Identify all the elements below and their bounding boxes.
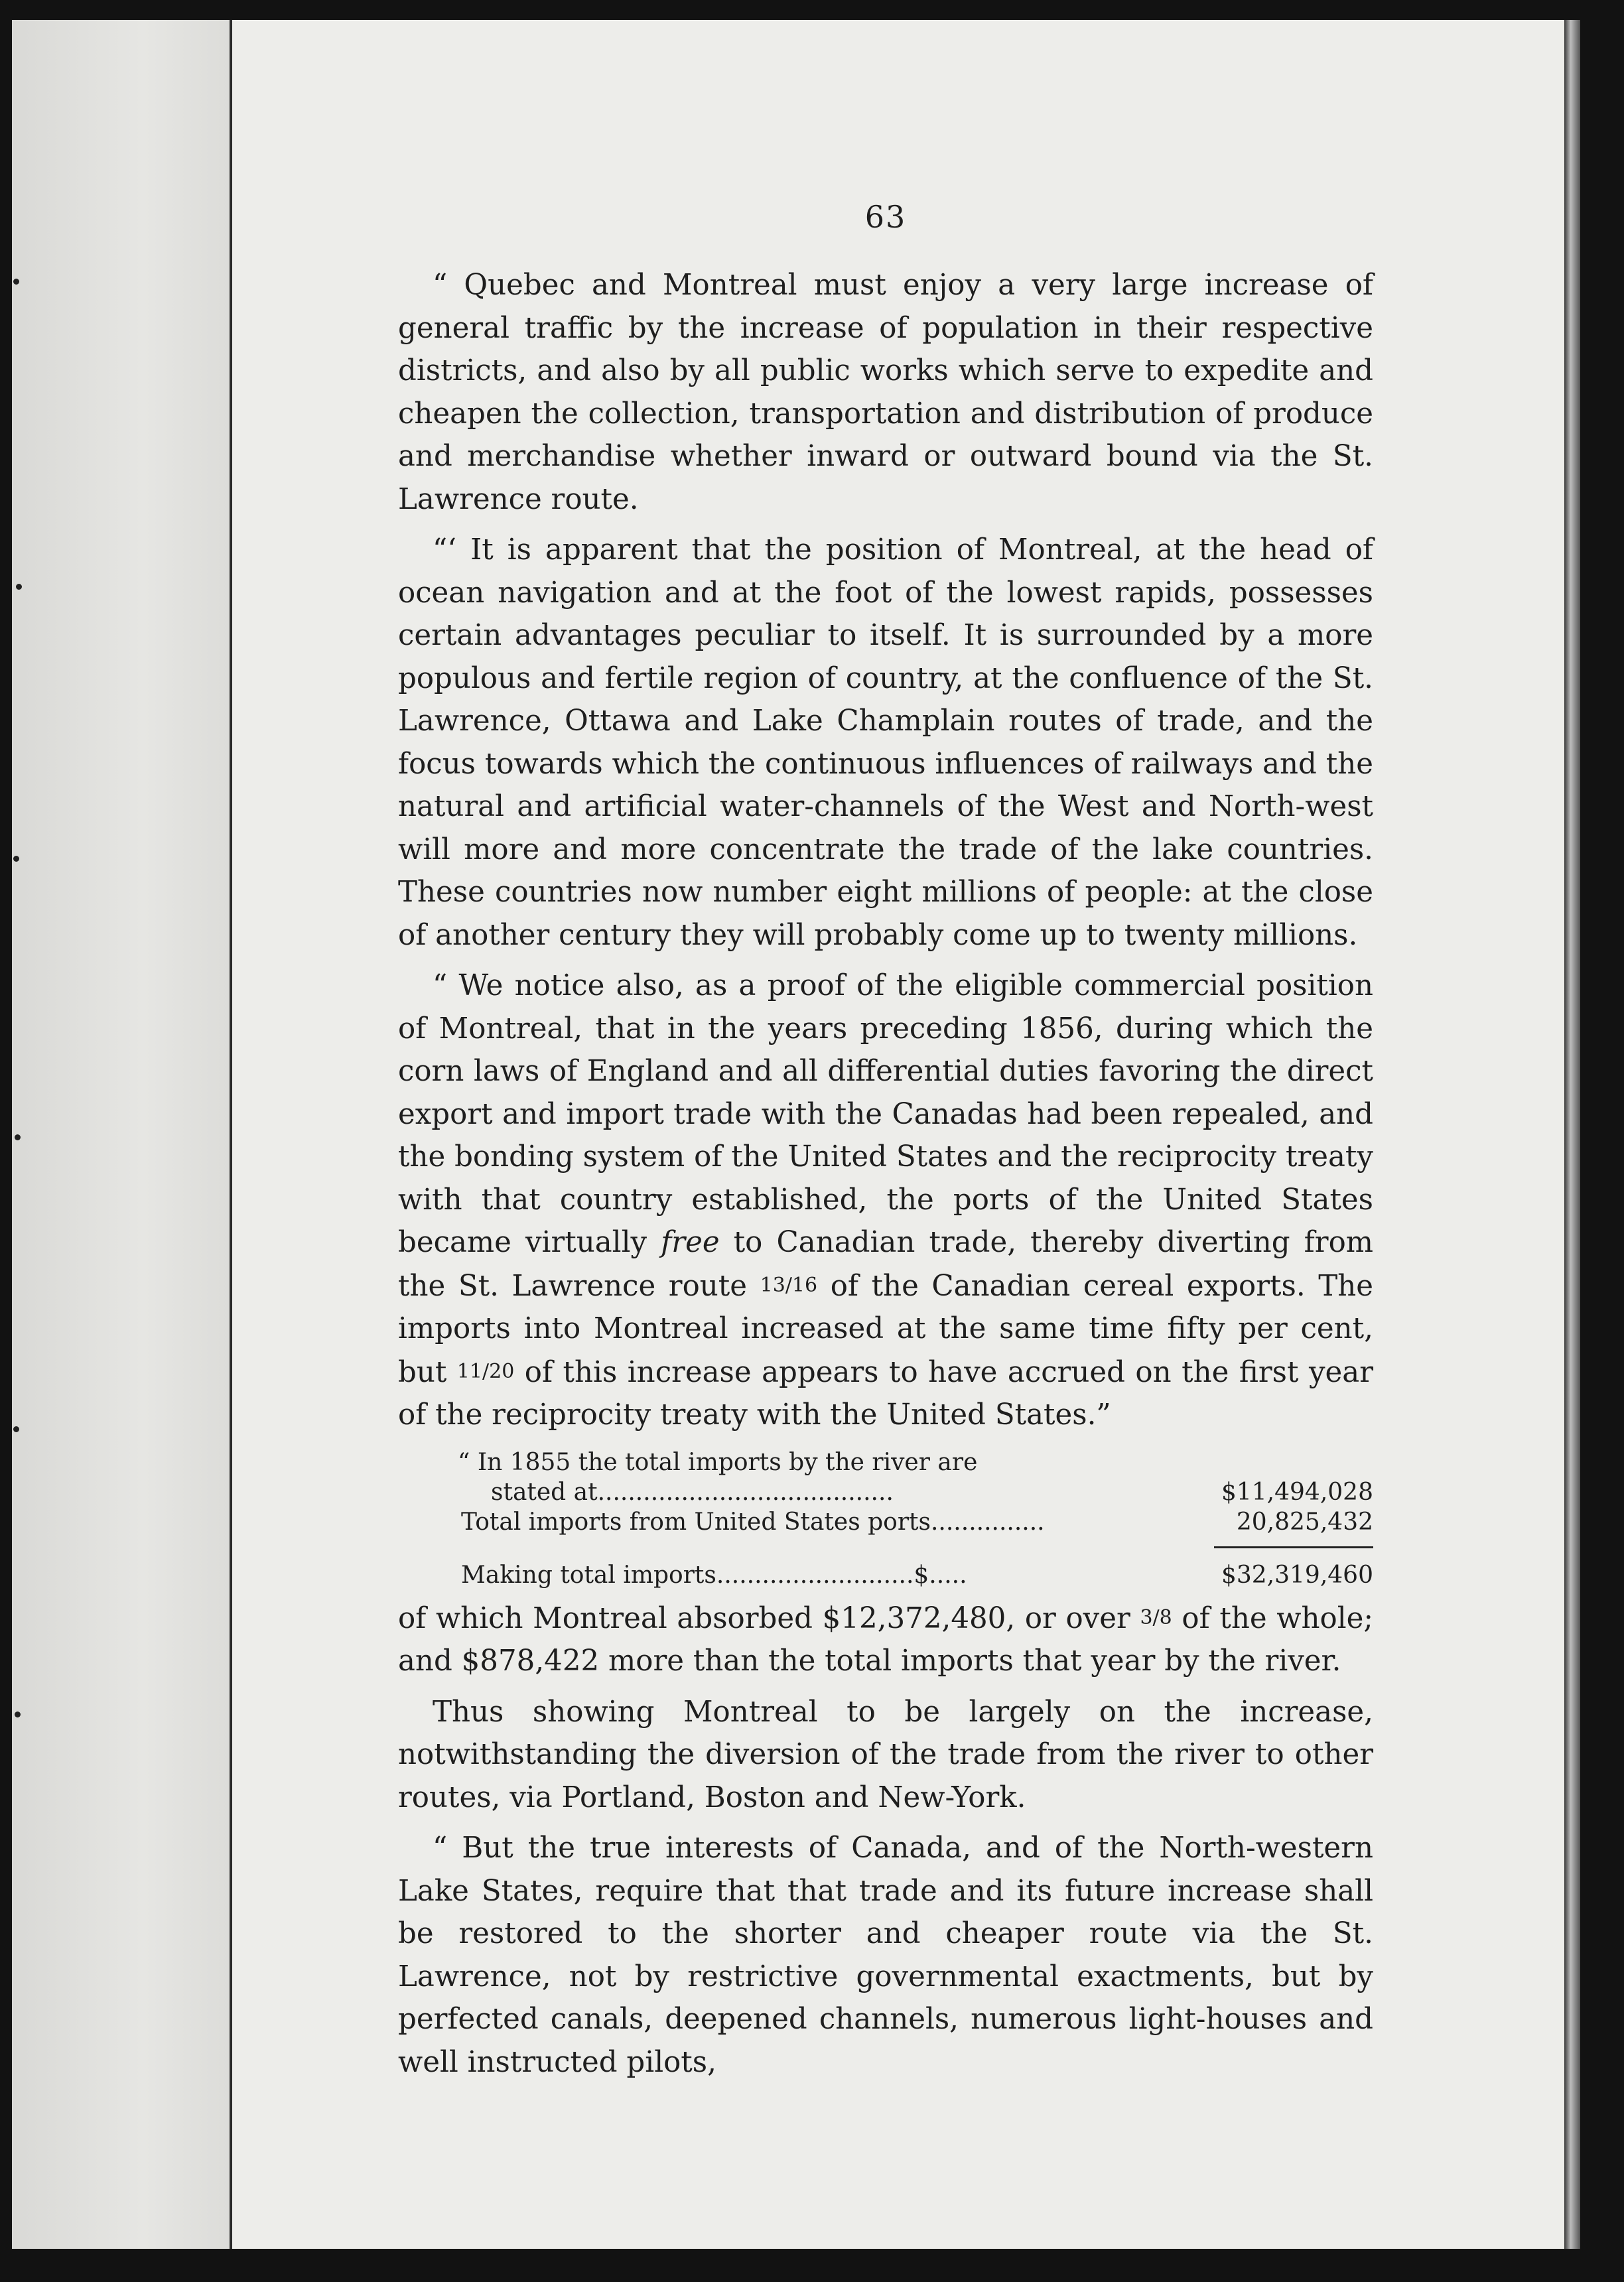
free-emphasis: free [661, 1226, 720, 1259]
paragraph-4-text-b: of the whole; and $878,422 more than the total imports that year by the river. [398, 1601, 1374, 1678]
scan-speck [16, 584, 22, 590]
scan-speck [13, 1426, 19, 1432]
scan-speck [13, 856, 19, 862]
page-edge-right [1564, 20, 1580, 2249]
paragraph-1: “ Quebec and Montreal must enjoy a very large increase of general traffic by the increase of population in their respective districts, and also by all public works which serve to expedite and cheapen the collection, transportation and distribution of produce and merchandise whether inward or outward bound via the St. Lawrence route. [398, 269, 1373, 516]
statement-us-amount: 20,825,432 [1236, 1508, 1373, 1536]
paragraph-3-text-c: of the Canadian cereal exports. The imports into Montreal increased at the same time fifty per cent, but [398, 1269, 1374, 1389]
paragraph-3-text-a: “ We notice also, as a proof of the eligible commercial position of Montreal, that in the years preceding 1856, during which the corn laws of England and all differential duties favoring the direct export and import trade with the Canadas had been repealed, and the bonding system of the United States and the reciprocity treaty with that country established, the ports of the United States became virtually [398, 969, 1373, 1259]
paragraph-3-text-b: to Canadian trade, thereby diverting from the St. Lawrence route [398, 1226, 1374, 1303]
paragraph-3 [398, 965, 1373, 1437]
statement-river-row [398, 1477, 1373, 1507]
statement-total-amount: $32,319,460 [1221, 1561, 1373, 1589]
paragraph-3-text-d: of this increase appears to have accrued on the first year of the reciprocity treaty with the United States.” [398, 1355, 1373, 1432]
scan-speck [13, 279, 19, 285]
statement-total-label: Making total imports..........................$..... [461, 1561, 967, 1589]
statement-river-amount: $11,494,028 [1221, 1478, 1373, 1506]
paragraph-4 [398, 1597, 1373, 1683]
paragraph-6: “ But the true interests of Canada, and of the North-western Lake States, require that that trade and its future increase shall be restored to the shorter and cheaper route via the St. Lawrence, not by restrictive governmental exactments, but by perfected canals, deepened channels, numerous light-houses and well instructed pilots, [398, 1832, 1373, 2079]
paragraph-5: Thus showing Montreal to be largely on the increase, notwithstanding the diversion of the trade from the river to other routes, via Portland, Boston and New-York. [398, 1695, 1373, 1814]
page-number: 63 [864, 199, 907, 235]
binding-gutter [230, 20, 232, 2249]
fraction-eleven-twentieths: 11/20 [456, 1359, 515, 1383]
fraction-thirteen-sixteenths: 13/16 [760, 1273, 818, 1297]
fraction-three-eighths: 3/8 [1140, 1605, 1172, 1629]
facing-page-edge [12, 20, 231, 2249]
scan-speck [15, 1712, 21, 1717]
sum-rule [1214, 1546, 1373, 1548]
book-page [398, 199, 1373, 2092]
imports-statement [398, 1447, 1373, 1590]
statement-total-row [398, 1560, 1373, 1590]
statement-heading: “ In 1855 the total imports by the river are [458, 1448, 978, 1476]
scan-speck [15, 1134, 21, 1140]
statement-river-label: stated at....................................... [491, 1478, 894, 1506]
paragraph-4-text-a: of which Montreal absorbed $12,372,480, or over [398, 1601, 1130, 1635]
paragraph-2: “‘ It is apparent that the position of Montreal, at the head of ocean navigation and at the foot of the lowest rapids, possesses certain advantages peculiar to itself. It is surrounded by a more populous and fertile region of country, at the confluence of the St. Lawrence, Ottawa and Lake Champlain routes of trade, and the focus towards which the continuous influences of railways and the natural and artificial water-channels of the West and North-west will more and more concentrate the trade of the lake countries. These countries now number eight millions of people: at the close of another century they will probably come up to twenty millions. [398, 533, 1373, 952]
statement-us-row [398, 1507, 1373, 1537]
statement-us-label: Total imports from United States ports............... [461, 1508, 1045, 1536]
statement-heading-row [398, 1447, 1373, 1477]
